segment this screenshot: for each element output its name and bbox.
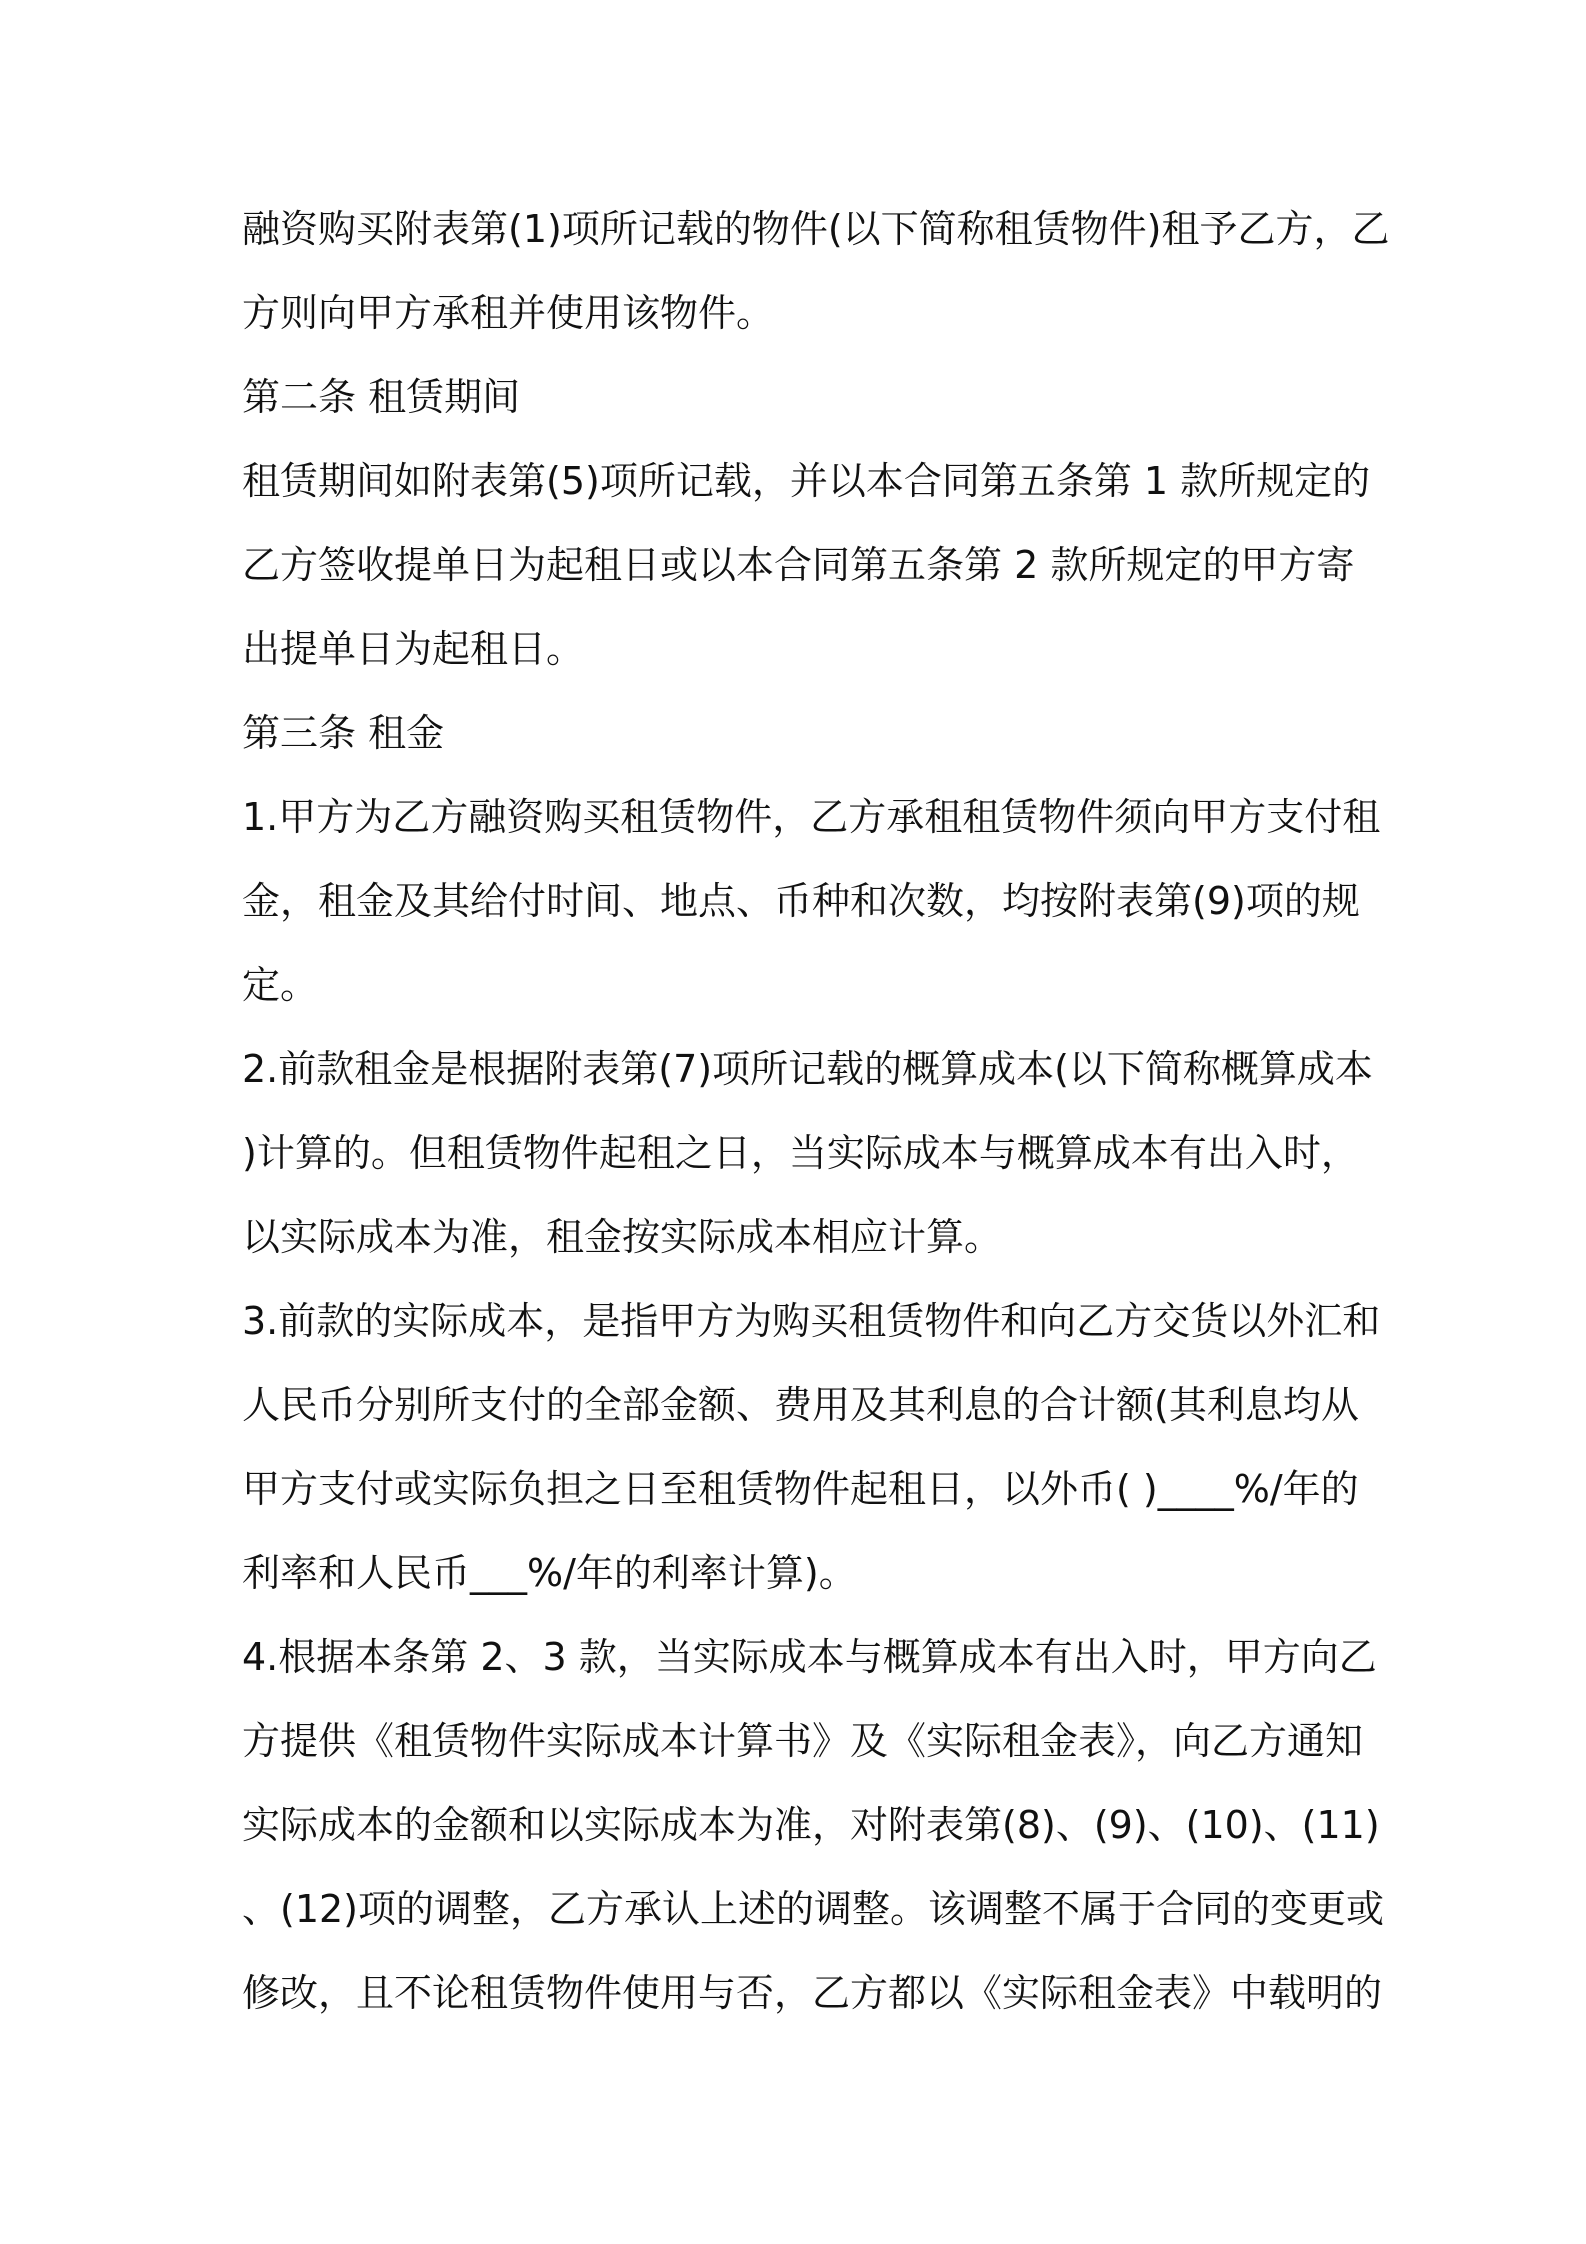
text-line: 以实际成本为准，租金按实际成本相应计算。 <box>242 1215 1003 1259</box>
text-line: 方提供《租赁物件实际成本计算书》及《实际租金表》，向乙方通知 <box>242 1719 1364 1763</box>
text-line: 出提单日为起租日。 <box>242 627 585 671</box>
text-line: 人民币分别所支付的全部金额、费用及其利息的合计额(其利息均从 <box>242 1383 1359 1427</box>
text-line: 利率和人民币___%/年的利率计算)。 <box>242 1551 857 1595</box>
text-line: 1.甲方为乙方融资购买租赁物件，乙方承租租赁物件须向甲方支付租 <box>242 795 1381 839</box>
document-body <box>242 187 1390 2035</box>
text-line: 乙方签收提单日为起租日或以本合同第五条第 2 款所规定的甲方寄 <box>242 543 1355 587</box>
text-line: 、(12)项的调整，乙方承认上述的调整。该调整不属于合同的变更或 <box>242 1887 1385 1931</box>
text-line: 4.根据本条第 2、3 款，当实际成本与概算成本有出入时，甲方向乙 <box>242 1635 1377 1679</box>
article-heading: 第二条 租赁期间 <box>242 375 521 419</box>
text-line: 租赁期间如附表第(5)项所记载，并以本合同第五条第 1 款所规定的 <box>242 459 1371 503</box>
text-line: 修改，且不论租赁物件使用与否，乙方都以《实际租金表》中载明的 <box>242 1971 1383 2015</box>
text-line: 方则向甲方承租并使用该物件。 <box>242 291 775 335</box>
text-line: 3.前款的实际成本，是指甲方为购买租赁物件和向乙方交货以外汇和 <box>242 1299 1381 1343</box>
text-line: )计算的。但租赁物件起租之日，当实际成本与概算成本有出入时， <box>242 1131 1359 1175</box>
text-line: 金，租金及其给付时间、地点、币种和次数，均按附表第(9)项的规 <box>242 879 1360 923</box>
text-line: 融资购买附表第(1)项所记载的物件(以下简称租赁物件)租予乙方，乙 <box>242 207 1390 251</box>
text-line: 甲方支付或实际负担之日至租赁物件起租日，以外币( )____%/年的 <box>242 1467 1359 1511</box>
text-line: 2.前款租金是根据附表第(7)项所记载的概算成本(以下简称概算成本 <box>242 1047 1373 1091</box>
text-line: 定。 <box>242 963 319 1007</box>
article-heading: 第三条 租金 <box>242 711 445 755</box>
text-line: 实际成本的金额和以实际成本为准，对附表第(8)、(9)、(10)、(11) <box>242 1803 1380 1847</box>
